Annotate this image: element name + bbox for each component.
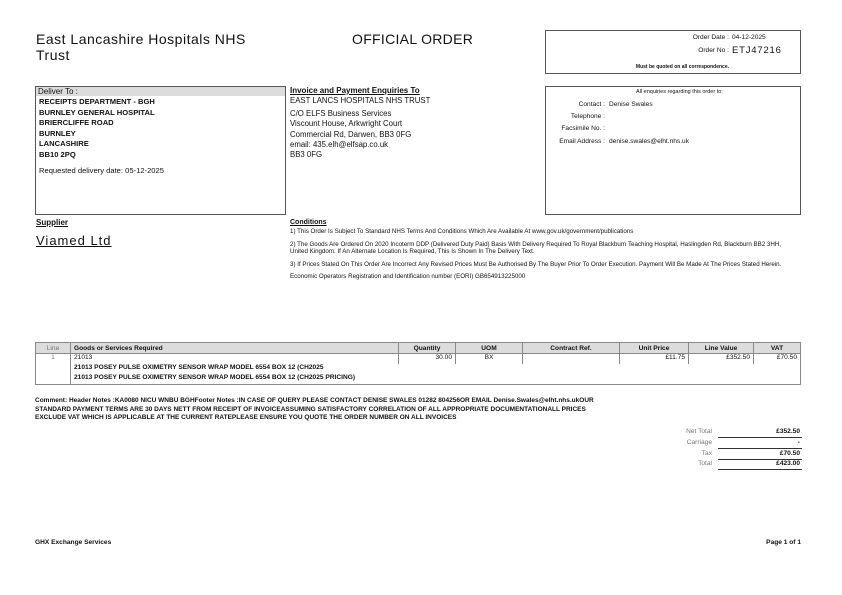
cell-code: 21013	[71, 354, 399, 365]
invoice-address-line: BB3 0FG	[290, 150, 323, 160]
invoice-address-line: Commercial Rd, Darwen, BB3 0FG	[290, 129, 412, 139]
deliver-to-box	[35, 86, 286, 215]
org-name-line1: East Lancashire Hospitals NHS	[36, 31, 246, 47]
net-total-value: £352.50	[776, 428, 800, 435]
deliver-address-line: BURNLEY	[39, 128, 76, 138]
col-vat: VAT	[754, 343, 801, 354]
condition-2: 2) The Goods Are Ordered On 2020 Incoterm DDP (Delivered Duty Paid) Basis With Delivery Required To Royal Blackburn Teaching Hospital, Haslingden Rd, Blackburn BB2 3HH, United Kingdom. If An Alternate Location Is Required, This Is Shown In The Delivery Text.	[290, 240, 781, 256]
net-total-label: Net Total	[686, 428, 712, 435]
org-name-line2: Trust	[36, 47, 70, 63]
table-row	[36, 354, 801, 365]
comment-line-3: EXCLUDE VAT WHICH IS APPLICABLE AT THE CURRENT RATEPLEASE ENSURE YOU QUOTE THE ORDER NUMBER ON ALL INVOICES	[35, 414, 457, 422]
order-comment	[35, 397, 594, 423]
enquiries-box	[545, 86, 801, 215]
total-value: £423.00	[776, 460, 800, 467]
col-unit-price: Unit Price	[620, 343, 689, 354]
col-line: Line	[36, 343, 71, 354]
condition-1: 1) This Order Is Subject To Standard NHS Terms And Conditions Which Are Available At www.gov.uk/government/publications	[290, 228, 634, 235]
deliver-address-line: BRIERCLIFFE ROAD	[39, 118, 114, 128]
col-line-value: Line Value	[689, 343, 754, 354]
carriage-label: Carriage	[686, 439, 712, 446]
order-info-box	[545, 30, 801, 74]
invoice-section	[290, 86, 544, 215]
total-label: Total	[698, 460, 712, 467]
eori-number: Economic Operators Registration and Identification number (EORI) GB654913225000	[290, 273, 526, 281]
cell-description-2: 21013 POSEY PULSE OXIMETRY SENSOR WRAP MODEL 6554 BOX 12 (CH2025 PRICING)	[71, 374, 801, 385]
contact-name: Denise Swales	[609, 101, 653, 108]
deliver-address	[36, 96, 285, 161]
order-note: Must be quoted on all correspondence.	[635, 64, 729, 70]
col-contract-ref: Contract Ref.	[523, 343, 620, 354]
order-date: 04-12-2025	[732, 34, 766, 41]
table-row-desc	[36, 374, 801, 385]
deliver-address-line: LANCASHIRE	[39, 139, 89, 149]
invoice-address-line: C/O ELFS Business Services	[290, 109, 392, 119]
invoice-heading: Invoice and Payment Enquiries To	[290, 86, 420, 95]
conditions-section	[290, 219, 800, 286]
col-goods: Goods or Services Required	[71, 343, 399, 354]
invoice-address-line: EAST LANCS HOSPITALS NHS TRUST	[290, 96, 431, 105]
deliver-address-line: BB10 2PQ	[39, 149, 76, 159]
order-no-label: Order No :	[698, 47, 729, 54]
order-items-table	[35, 342, 801, 385]
carriage-value: -	[797, 439, 800, 446]
table-header-row	[36, 343, 801, 354]
invoice-address-line: Viscount House, Arkwright Court	[290, 119, 403, 129]
tax-value: £70.50	[779, 450, 800, 457]
deliver-address-line: RECEIPTS DEPARTMENT - BGH	[39, 97, 155, 106]
email-label: Email Address :	[559, 138, 605, 145]
order-date-label: Order Date :	[692, 34, 729, 41]
email-address: denise.swales@elht.nhs.uk	[609, 138, 690, 145]
deliver-address-line: BURNLEY GENERAL HOSPITAL	[39, 107, 155, 117]
supplier-heading: Supplier	[36, 218, 69, 227]
comment-line-2: STANDARD PAYMENT TERMS ARE 30 DAYS NETT FROM RECEIPT OF INVOICEASSUMING SATISFACTORY CORRELATION OF ALL APPROPRIATE DOCUMENTATIONALL PRICES	[35, 405, 586, 413]
page-number: Page 1 of 1	[766, 539, 801, 546]
cell-line: 1	[36, 354, 71, 365]
cell-quantity: 30.00	[399, 354, 456, 365]
cell-uom: BX	[456, 354, 523, 365]
cell-line-value: £352.50	[689, 354, 754, 365]
requested-delivery-date: Requested delivery date: 05-12-2025	[39, 165, 164, 175]
cell-contract-ref	[523, 354, 620, 365]
document-title: OFFICIAL ORDER	[352, 31, 474, 47]
cell-vat: £70.50	[754, 354, 801, 365]
footer-left: GHX Exchange Services	[35, 539, 112, 546]
col-quantity: Quantity	[399, 343, 456, 354]
cell-unit-price: £11.75	[620, 354, 689, 365]
invoice-address	[290, 95, 544, 160]
deliver-to-heading: Deliver To :	[36, 87, 285, 96]
invoice-address-line: email: 435.elh@elfsap.co.uk	[290, 139, 389, 149]
condition-3: 3) If Prices Stated On This Order Are Incorrect Any Revised Prices Must Be Authorised By The Buyer Prior To Order Execution. Payment Will Be Made At The Prices Stated Herein.	[290, 260, 782, 268]
table-row-desc	[36, 364, 801, 374]
conditions-heading: Conditions	[290, 219, 327, 226]
telephone-label: Telephone :	[570, 113, 605, 120]
supplier-name: Viamed Ltd	[36, 233, 112, 248]
fax-label: Facsimile No. :	[561, 125, 605, 132]
tax-label: Tax	[701, 450, 712, 457]
cell-description-1: 21013 POSEY PULSE OXIMETRY SENSOR WRAP MODEL 6554 BOX 12 (CH2025	[71, 364, 801, 374]
contact-label: Contact :	[578, 101, 605, 108]
enquiries-heading: All enquiries regarding this order to:	[636, 89, 723, 95]
col-uom: UOM	[456, 343, 523, 354]
order-number: ETJ47216	[732, 45, 782, 56]
comment-line-1: Comment: Header Notes :KA0080 NICU WNBU BGHFooter Notes :IN CASE OF QUERY PLEASE CONTACT DENISE SWALES 01282 804256OR EMAIL Denise.Swales@elht.nhs.ukOUR	[35, 397, 594, 404]
